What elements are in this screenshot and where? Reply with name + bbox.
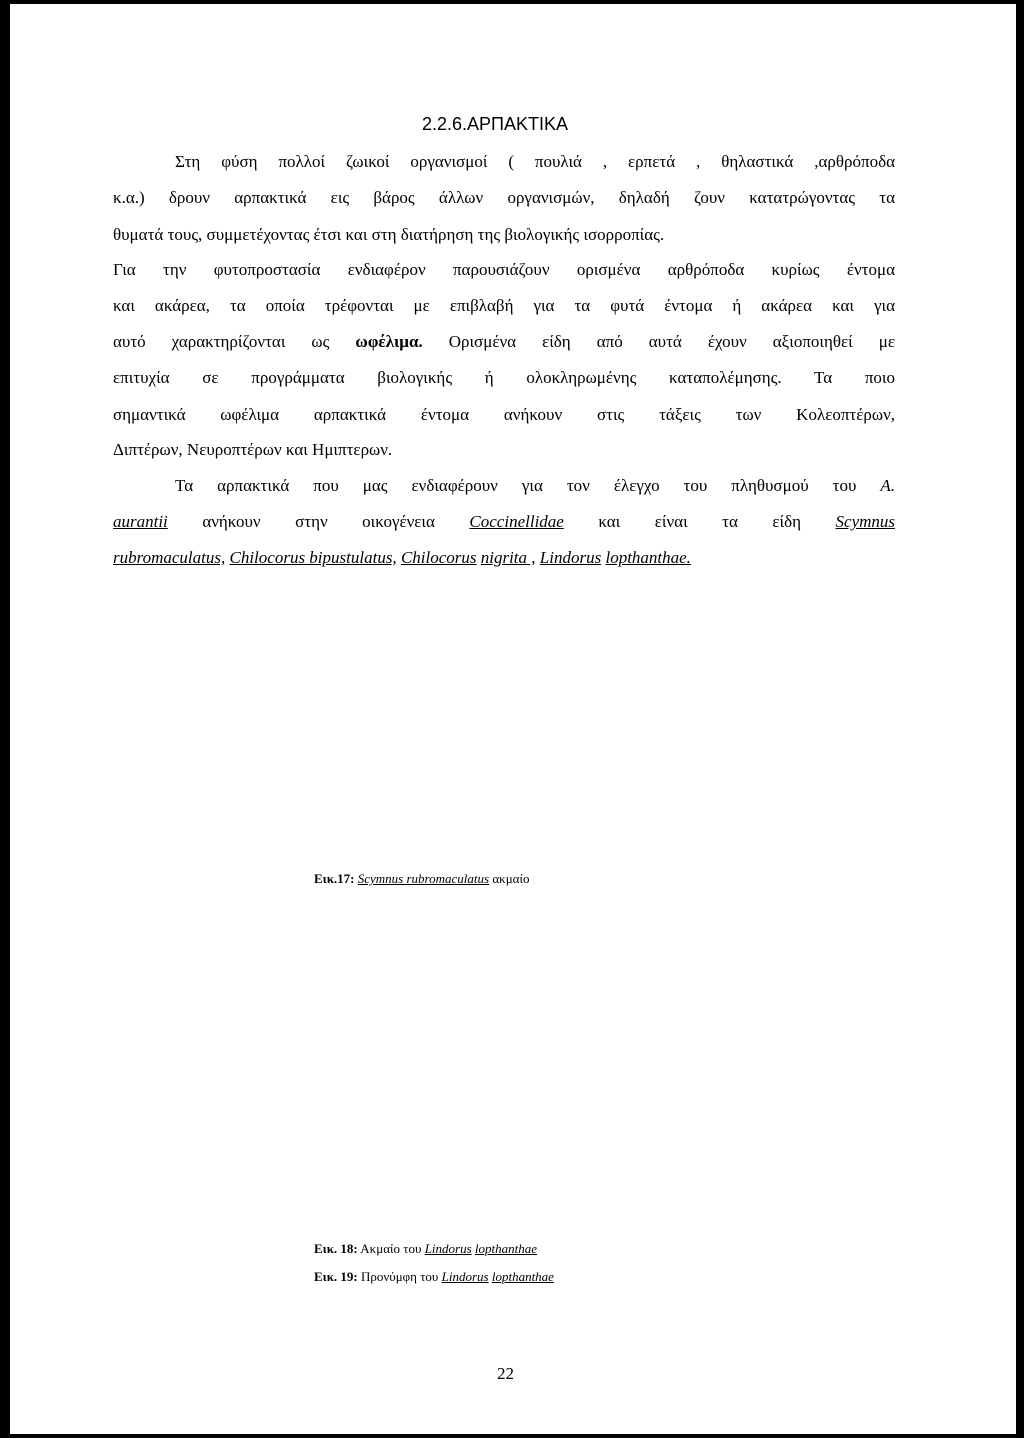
- caption-text: Ακμαίο του: [360, 1241, 422, 1256]
- paragraph-line: και ακάρεα, τα οποία τρέφονται με επιβλαβή για τα φυτά έντομα ή ακάρεα και για: [113, 296, 895, 315]
- figure-caption: [314, 871, 529, 887]
- bold-term: ωφέλιμα.: [355, 332, 423, 351]
- section-heading: 2.2.6.ΑΡΠΑΚΤΙΚΑ: [422, 114, 569, 134]
- caption-text: ακμαίο: [492, 871, 530, 886]
- line-text: Τα αρπακτικά που μας ενδιαφέρουν για τον έλεγχο του πληθυσμού του: [175, 476, 857, 495]
- paragraph-line: σημαντικά ωφέλιμα αρπακτικά έντομα ανήκουν στις τάξεις των Κολεοπτέρων,: [113, 405, 895, 424]
- species-name: lopthanthae.: [605, 548, 691, 567]
- line-text: Ορισμένα είδη από αυτά έχουν αξιοποιηθεί με: [448, 332, 896, 351]
- caption-species: lopthanthae: [491, 1269, 554, 1284]
- caption-species: Lindorus: [441, 1269, 489, 1284]
- paragraph-line: επιτυχία σε προγράμματα βιολογικής ή ολοκληρωμένης καταπολέμησης. Τα ποιο: [113, 368, 895, 387]
- species-name: Lindorus: [539, 548, 602, 567]
- paragraph-line: Για την φυτοπροστασία ενδιαφέρον παρουσιάζουν ορισμένα αρθρόποδα κυρίως έντομα: [113, 260, 895, 279]
- caption-label: Εικ.17:: [314, 871, 355, 886]
- species-name: aurantii: [113, 512, 168, 531]
- species-name: nigrita ,: [480, 548, 536, 567]
- species-name: Chilocorus: [400, 548, 477, 567]
- caption-species: Scymnus rubromaculatus: [357, 871, 490, 886]
- species-name: rubromaculatus,: [113, 548, 226, 567]
- paragraph-line: Διπτέρων, Νευροπτέρων και Ημιπτερων.: [113, 440, 393, 459]
- caption-text: Προνύμφη του: [361, 1269, 439, 1284]
- species-name: Α.: [880, 476, 896, 495]
- paragraph-line: θυματά τους, συμμετέχοντας έτσι και στη διατήρηση της βιολογικής ισορροπίας.: [113, 225, 665, 244]
- page-number: 22: [497, 1364, 514, 1383]
- caption-species: lopthanthae: [474, 1241, 538, 1256]
- figure-caption: [314, 1269, 554, 1285]
- paragraph-line: [113, 548, 848, 568]
- caption-species: Lindorus: [424, 1241, 472, 1256]
- paragraph-line: κ.α.) δρουν αρπακτικά εις βάρος άλλων οργανισμών, δηλαδή ζουν κατατρώγοντας τα: [113, 188, 895, 207]
- paragraph-line: [113, 332, 895, 352]
- caption-label: Εικ. 18:: [314, 1241, 358, 1256]
- species-name: Scymnus: [835, 512, 896, 531]
- paragraph-line: [113, 512, 895, 532]
- figure-caption: [314, 1241, 537, 1257]
- species-name: Chilocorus bipustulatus,: [229, 548, 397, 567]
- line-text: και είναι τα είδη: [598, 512, 802, 531]
- document-page: [10, 4, 1016, 1434]
- paragraph-line: [175, 476, 895, 496]
- paragraph-line: Στη φύση πολλοί ζωικοί οργανισμοί ( πουλιά , ερπετά , θηλαστικά ,αρθρόποδα: [175, 152, 895, 171]
- line-text: αυτό χαρακτηρίζονται ως: [113, 332, 330, 351]
- family-name: Coccinellidae: [469, 512, 564, 531]
- caption-label: Εικ. 19:: [314, 1269, 358, 1284]
- line-text: ανήκουν στην οικογένεια: [202, 512, 435, 531]
